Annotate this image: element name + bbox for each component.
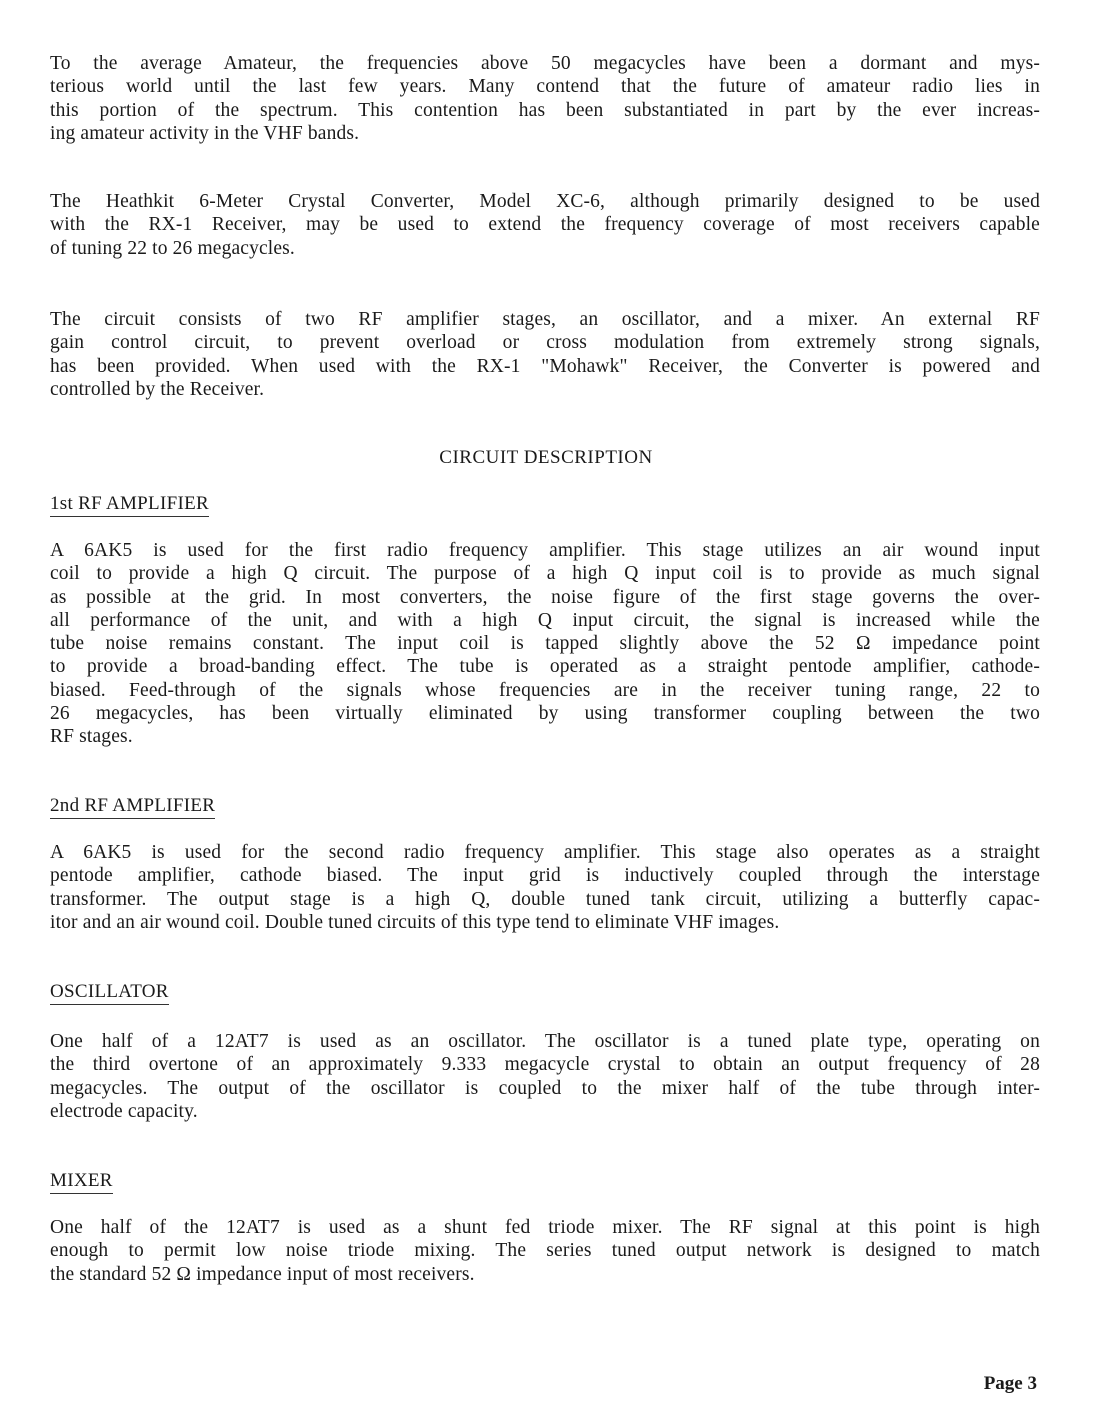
text-line: enough to permit low noise triode mixing. The series tuned output network is designed to match xyxy=(50,1240,1040,1262)
heading-mixer: MIXER xyxy=(50,1170,113,1194)
text-line: The Heathkit 6-Meter Crystal Converter, Model XC-6, although primarily designed to be used xyxy=(50,191,1040,212)
text-line: terious world until the last few years. Many contend that the future of amateur radio lies in xyxy=(50,76,1040,98)
heading-2nd-rf-amplifier: 2nd RF AMPLIFIER xyxy=(50,795,215,819)
text-line: all performance of the unit, and with a high Q input circuit, the signal is increased while the xyxy=(50,609,1040,631)
text-line: of tuning 22 to 26 megacycles. xyxy=(50,237,295,259)
text-line: To the average Amateur, the frequencies above 50 megacycles have been a dormant and mys- xyxy=(50,53,1040,74)
text-line: has been provided. When used with the RX-1 "Mohawk" Receiver, the Converter is powered and xyxy=(50,355,1040,377)
text-line: transformer. The output stage is a high Q, double tuned tank circuit, utilizing a butterfly capac- xyxy=(50,888,1040,910)
text-line: to provide a broad-banding effect. The tube is operated as a straight pentode amplifier, cathode- xyxy=(50,656,1040,678)
heading-1st-rf-amplifier: 1st RF AMPLIFIER xyxy=(50,493,209,517)
paragraph-oscillator xyxy=(50,1030,1040,1123)
text-line: coil to provide a high Q circuit. The purpose of a high Q input coil is to provide as much signal xyxy=(50,563,1040,585)
text-line: the standard 52 Ω impedance input of most receivers. xyxy=(50,1263,475,1285)
page-number: Page 3 xyxy=(983,1373,1037,1394)
text-line: with the RX-1 Receiver, may be used to extend the frequency coverage of most receivers capable xyxy=(50,214,1040,236)
text-line: itor and an air wound coil. Double tuned circuits of this type tend to eliminate VHF images. xyxy=(50,911,780,933)
text-line: gain control circuit, to prevent overload or cross modulation from extremely strong signals, xyxy=(50,332,1040,354)
heading-oscillator: OSCILLATOR xyxy=(50,981,169,1005)
text-line: electrode capacity. xyxy=(50,1100,198,1122)
text-line: the third overtone of an approximately 9.333 megacycle crystal to obtain an output frequency of 28 xyxy=(50,1054,1040,1076)
text-line: tube noise remains constant. The input coil is tapped slightly above the 52 Ω impedance point xyxy=(50,633,1040,655)
paragraph-1st-rf-amplifier xyxy=(50,539,1040,749)
text-line: controlled by the Receiver. xyxy=(50,378,265,400)
text-line: megacycles. The output of the oscillator is coupled to the mixer half of the tube through inter- xyxy=(50,1077,1040,1099)
intro-paragraph-3 xyxy=(50,308,1040,401)
text-line: The circuit consists of two RF amplifier stages, an oscillator, and a mixer. An external RF xyxy=(50,309,1040,330)
text-line: One half of the 12AT7 is used as a shunt fed triode mixer. The RF signal at this point is high xyxy=(50,1217,1040,1238)
intro-paragraph-1 xyxy=(50,52,1040,145)
text-line: as possible at the grid. In most converters, the noise figure of the first stage governs the over- xyxy=(50,586,1040,608)
text-line: One half of a 12AT7 is used as an oscillator. The oscillator is a tuned plate type, operating on xyxy=(50,1031,1040,1052)
text-line: biased. Feed-through of the signals whose frequencies are in the receiver tuning range, 22 to xyxy=(50,679,1040,701)
paragraph-2nd-rf-amplifier xyxy=(50,841,1040,934)
text-line: ing amateur activity in the VHF bands. xyxy=(50,122,360,144)
text-line: RF stages. xyxy=(50,726,133,748)
text-line: pentode amplifier, cathode biased. The input grid is inductively coupled through the interstage xyxy=(50,865,1040,887)
intro-paragraph-2 xyxy=(50,190,1040,260)
text-line: 26 megacycles, has been virtually eliminated by using transformer coupling between the two xyxy=(50,703,1040,725)
paragraph-mixer xyxy=(50,1216,1040,1286)
text-line: A 6AK5 is used for the second radio frequency amplifier. This stage also operates as a straight xyxy=(50,842,1040,863)
text-line: A 6AK5 is used for the first radio frequency amplifier. This stage utilizes an air wound input xyxy=(50,540,1040,561)
section-title: CIRCUIT DESCRIPTION xyxy=(439,447,653,468)
text-line: this portion of the spectrum. This contention has been substantiated in part by the ever increas- xyxy=(50,99,1040,121)
